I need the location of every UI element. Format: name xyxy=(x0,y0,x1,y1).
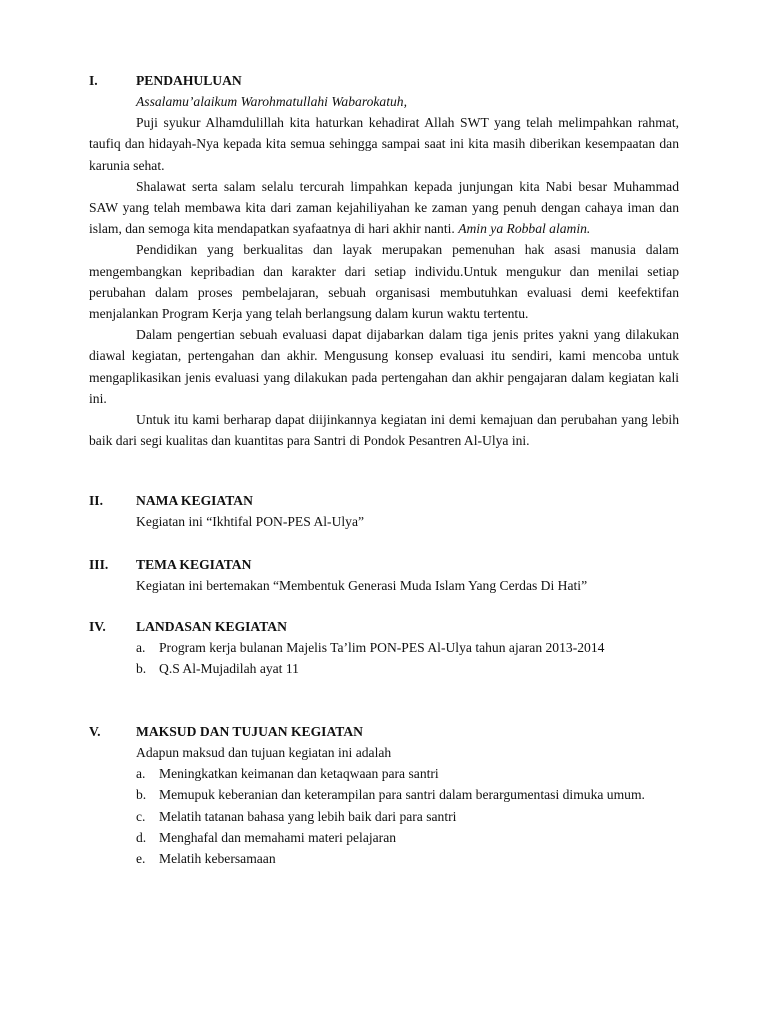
paragraph: Puji syukur Alhamdulillah kita haturkan kehadirat Allah SWT yang telah melimpahkan rahmat, taufiq dan hidayah-Nya kepada kita semua sehingga sampai saat ini kita masih diberikan kesempaatan dan karunia sehat. xyxy=(89,115,679,173)
section-heading xyxy=(89,490,679,511)
paragraph xyxy=(89,176,679,240)
list-marker: a. xyxy=(136,766,146,782)
section-title: TEMA KEGIATAN xyxy=(136,557,252,572)
section-title: MAKSUD DAN TUJUAN KEGIATAN xyxy=(136,724,363,739)
section-body xyxy=(89,575,679,596)
section-body xyxy=(89,511,679,532)
section-heading xyxy=(89,554,679,575)
section-title: NAMA KEGIATAN xyxy=(136,493,253,508)
section-heading xyxy=(89,721,679,742)
amin-line: Amin ya Robbal alamin. xyxy=(458,221,591,237)
section-pendahuluan xyxy=(89,70,679,451)
section-tema-kegiatan xyxy=(89,554,679,596)
section-body xyxy=(89,91,679,451)
list-item xyxy=(136,784,679,805)
section-landasan-kegiatan xyxy=(89,616,679,679)
list-marker: a. xyxy=(136,640,146,655)
list-item xyxy=(136,827,679,848)
list-marker: b. xyxy=(136,661,147,677)
section-title: PENDAHULUAN xyxy=(136,73,242,88)
section-body xyxy=(89,742,679,869)
section-nama-kegiatan xyxy=(89,490,679,532)
tujuan-list xyxy=(136,763,679,869)
section-number: I. xyxy=(89,73,98,88)
list-text: Q.S Al-Mujadilah ayat 11 xyxy=(159,661,299,677)
section-heading xyxy=(89,616,679,637)
section-text: Kegiatan ini “Ikhtifal PON-PES Al-Ulya” xyxy=(136,514,365,529)
paragraph-text: Shalawat serta salam selalu tercurah limpahkan kepada junjungan kita Nabi besar Muhammad SAW yang telah membawa kita dari zaman kejahiliyahan ke zaman yang penuh dengan cahaya iman dan islam, dan semoga kita mendapatkan syafaatnya di hari akhir nanti. xyxy=(89,178,679,237)
list-marker: b. xyxy=(136,787,147,803)
section-heading xyxy=(89,70,679,91)
section-number: II. xyxy=(89,493,103,508)
landasan-list xyxy=(136,637,679,679)
list-text: Melatih kebersamaan xyxy=(159,851,276,867)
section-intro: Adapun maksud dan tujuan kegiatan ini adalah xyxy=(136,745,392,760)
list-marker: c. xyxy=(136,808,146,824)
list-marker: d. xyxy=(136,829,147,845)
section-body xyxy=(89,637,679,679)
list-text: Menghafal dan memahami materi pelajaran xyxy=(159,829,397,845)
paragraph: Pendidikan yang berkualitas dan layak merupakan pemenuhan hak asasi manusia dalam mengembangkan kepribadian dan karakter dari setiap individu.Untuk mengukur dan menilai setiap perubahan dalam proses pembelajaran, sebuah organisasi membutuhkan evaluasi demi keefektifan menjalankan Program Kerja yang telah berlangsung dalam kurun waktu tertentu. xyxy=(89,242,679,322)
list-marker: e. xyxy=(136,851,146,867)
salam-line: Assalamu’alaikum Warohmatullahi Wabarokatuh, xyxy=(136,94,407,109)
section-number: III. xyxy=(89,557,109,572)
list-text: Memupuk keberanian dan keterampilan para santri dalam berargumentasi dimuka umum. xyxy=(159,787,645,803)
section-title: LANDASAN KEGIATAN xyxy=(136,619,287,634)
section-maksud-tujuan xyxy=(89,721,679,869)
list-item xyxy=(136,658,679,679)
section-text: Kegiatan ini bertemakan “Membentuk Generasi Muda Islam Yang Cerdas Di Hati” xyxy=(136,578,588,593)
list-text: Program kerja bulanan Majelis Ta’lim PON-PES Al-Ulya tahun ajaran 2013-2014 xyxy=(159,640,605,655)
list-text: Meningkatkan keimanan dan ketaqwaan para santri xyxy=(159,766,439,782)
list-item xyxy=(136,848,679,869)
section-number: V. xyxy=(89,724,101,739)
section-number: IV. xyxy=(89,619,106,634)
paragraph: Dalam pengertian sebuah evaluasi dapat dijabarkan dalam tiga jenis prites yakni yang dilakukan diawal kegiatan, pertengahan dan akhir. Mengusung konsep evaluasi itu sendiri, kami mencoba untuk mengaplikasikan jenis evaluasi yang dilakukan pada pertengahan dan akhir pengajaran dalam kegiatan kali ini. xyxy=(89,327,679,406)
list-text: Melatih tatanan bahasa yang lebih baik dari para santri xyxy=(159,808,457,824)
list-item xyxy=(136,637,679,658)
paragraph: Untuk itu kami berharap dapat diijinkannya kegiatan ini demi kemajuan dan perubahan yang lebih baik dari segi kualitas dan kuantitas para Santri di Pondok Pesantren Al-Ulya ini. xyxy=(89,412,679,449)
list-item xyxy=(136,763,679,784)
list-item xyxy=(136,806,679,827)
